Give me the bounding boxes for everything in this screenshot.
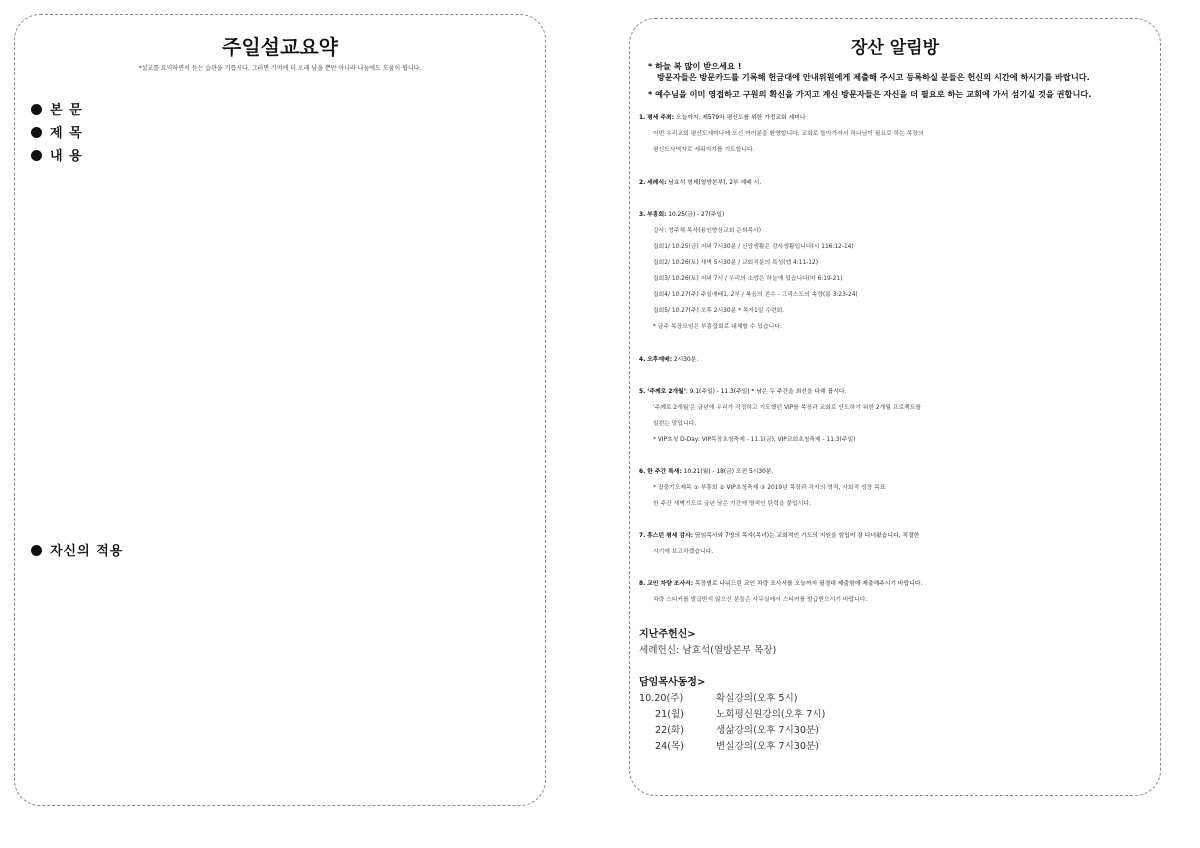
announcement-5-line: * VIP초청 D-Day: VIP목장초청축제 - 11.1(금), VIP교회초청축제 - 11.3(주일) — [653, 437, 856, 443]
heading-application-label: 자신의 적용 — [50, 544, 124, 559]
heading-sermon-title — [31, 122, 83, 141]
announcement-2 — [639, 175, 1154, 191]
announcement-7-text: 담임목사와 7명의 목자(목녀)는 교회적인 기도의 지원을 힘입어 잘 다녀왔습니다. 적절한 — [693, 533, 920, 539]
announcement-3-text: 10.25(금) - 27(주일) — [666, 212, 725, 218]
announcement-1-line: 평신도사역자로 세워지기를 기도합니다. — [653, 147, 755, 153]
announcement-5 — [639, 384, 1154, 448]
bullet-icon — [31, 104, 42, 115]
schedule-text: 변실강의(오후 7시30분) — [716, 741, 819, 752]
announcement-7 — [639, 528, 1154, 560]
announcement-4 — [639, 352, 1154, 368]
announcement-7-num: 7. — [639, 533, 646, 539]
announcement-3-line: 집회3/ 10.26(토) 저녁 7시 / 우리의 소망은 하늘에 있습니다(마 6:19-21) — [653, 276, 843, 282]
notice-board-title: 장산 알림방 — [850, 38, 940, 58]
heading-sermon-title-label: 제 목 — [50, 126, 83, 141]
sermon-summary-subtitle: *설교를 요약하면서 듣는 습관을 기릅시다. 그러면 기억에 더 오래 남을 뿐만 아니라 나눔에도 도움이 됩니다. — [138, 65, 422, 72]
announcement-1-text: 오늘까지. 제579차 평신도를 위한 가정교회 세미나 — [674, 115, 806, 121]
announcement-8 — [639, 576, 1154, 608]
announcement-7-line: 시기에 보고하겠습니다. — [653, 549, 714, 555]
announcement-3-line: 집회4/ 10.27(주) 주일예배1, 2부 / 복음의 진수 - 그리스도의 속량(롬 3:23-24) — [653, 292, 858, 298]
announcement-2-num: 2. — [639, 180, 646, 186]
heading-scripture-label: 본 문 — [50, 103, 83, 118]
announcement-6-num: 6. — [639, 469, 646, 475]
announcement-8-num: 8. — [639, 581, 646, 587]
notice-believers: * 예수님을 이미 영접하고 구원의 확신을 가지고 계신 방문자들은 자신을 더 필요로 하는 교회에 가서 섬기실 것을 권합니다. — [648, 89, 1092, 99]
announcement-3-line: 집회2/ 10.26(토) 새벽 5시30분 / 교회직분의 특성(엡 4:11-12) — [653, 260, 819, 266]
schedule-date: 10.20(주) — [639, 693, 684, 704]
heading-content — [31, 145, 83, 164]
announcement-5-line: 일컫는 말입니다. — [653, 421, 697, 427]
announcement-6-line: * 집중기도제목 ① 부흥회 ② VIP초청축제 ③ 2019년 목장과 각자의 영적, 사회적 성장 목표 — [653, 485, 886, 491]
announcement-1-line: 이번 우리교회 평신도세미나에 오신 여러분을 환영합니다. 교회로 돌아가셔서 하나님이 필요로 하는 목장의 — [653, 131, 924, 137]
announcement-1 — [639, 110, 1154, 158]
schedule-date: 22(화) — [655, 725, 684, 736]
pastor-schedule-heading: 담임목사동정> — [639, 677, 706, 688]
sermon-summary-panel — [14, 14, 546, 806]
announcement-2-head: 세례식: — [647, 180, 667, 186]
announcement-1-head: 평세 주최: — [647, 115, 675, 121]
heading-content-label: 내 용 — [50, 149, 83, 164]
offering-line: 세례헌신: 남효석(열방본부 목장) — [639, 645, 777, 656]
announcement-3-line: 강사: 정주채 목사(용인향상교회 은퇴목사) — [653, 228, 762, 234]
schedule-text: 확실강의(오후 5시) — [716, 693, 798, 704]
announcement-4-head: 오후예배: — [647, 357, 673, 363]
church-notice-panel — [629, 18, 1161, 796]
announcement-5-num: 5. — [639, 389, 646, 395]
bullet-icon — [31, 150, 42, 161]
notice-visitor-card: 방문자들은 방문카드를 기록해 헌금대에 안내위원에게 제출해 주시고 등록하실 분들은 헌신의 시간에 하시기를 바랍니다. — [657, 72, 1090, 82]
announcement-3-line: 집회5/ 10.27(주) 오후 2시30분 * 목자1일 수련회. — [653, 308, 785, 314]
schedule-date: 24(목) — [655, 741, 684, 752]
announcement-6-line: 한 주간 새벽기도로 금년 남은 기간에 영적인 탄력을 붙입시다. — [653, 501, 811, 507]
bullet-icon — [31, 127, 42, 138]
schedule-text: 생삶강의(오후 7시30분) — [716, 725, 819, 736]
announcement-7-head: 휴스턴 평세 감사: — [647, 533, 694, 539]
schedule-text: 노회평신원강의(오후 7시) — [716, 709, 826, 720]
announcement-6 — [639, 464, 1154, 512]
announcement-8-head: 교인 차량 조사서: — [647, 581, 694, 587]
announcement-3-head: 부흥회: — [647, 212, 667, 218]
offering-heading: 지난주헌신> — [639, 629, 696, 640]
announcement-4-num: 4. — [639, 357, 646, 363]
announcement-1-num: 1. — [639, 115, 646, 121]
announcement-3 — [639, 207, 1154, 335]
heading-scripture — [31, 99, 83, 118]
announcement-6-head: 한 주간 특새: — [647, 469, 682, 475]
announcement-6-text: 10.21(월) - 18(금) 오전 5시30분. — [681, 469, 774, 475]
announcement-8-line: 차량 스티커를 발급받지 않으신 분들은 사무실에서 스티커를 발급받으시기 바랍니다. — [653, 597, 868, 603]
announcement-5-text: : 9.1(주일) - 11.3(주일) * 남은 두 주간을 최선을 다해 봅시다. — [685, 389, 847, 395]
announcement-8-text: 목장별로 나눠드린 교인 차량 조사서를 오늘까지 필경대 제출함에 제출해주시기 바랍니다. — [693, 581, 923, 587]
announcement-3-line: * 금주 목장모임은 부흥집회로 대체할 수 있습니다. — [653, 324, 782, 330]
heading-application — [31, 540, 123, 559]
announcement-5-head: ‘주께로 2개월’ — [647, 389, 686, 395]
announcement-2-text: 남효석 형제(열방본부), 2부 예배 시. — [666, 180, 762, 186]
announcement-5-line: '주께로 2개월'은 금년에 우리가 작정하고 기도했던 VIP를 목장과 교회로 인도하기 위한 2개월 프로젝트를 — [653, 405, 921, 411]
schedule-date: 21(월) — [655, 709, 684, 720]
announcement-4-text: 2시30분. — [672, 357, 699, 363]
announcement-3-line: 집회1/ 10.25(금) 저녁 7시30분 / 신앙생활은 감사생활입니다(시 116:12-14) — [653, 244, 854, 250]
sermon-summary-title: 주일설교요약 — [222, 35, 338, 59]
bullet-icon — [31, 545, 42, 556]
notice-greeting: * 하늘 복 많이 받으세요 ! — [648, 61, 742, 71]
announcement-3-num: 3. — [639, 212, 646, 218]
